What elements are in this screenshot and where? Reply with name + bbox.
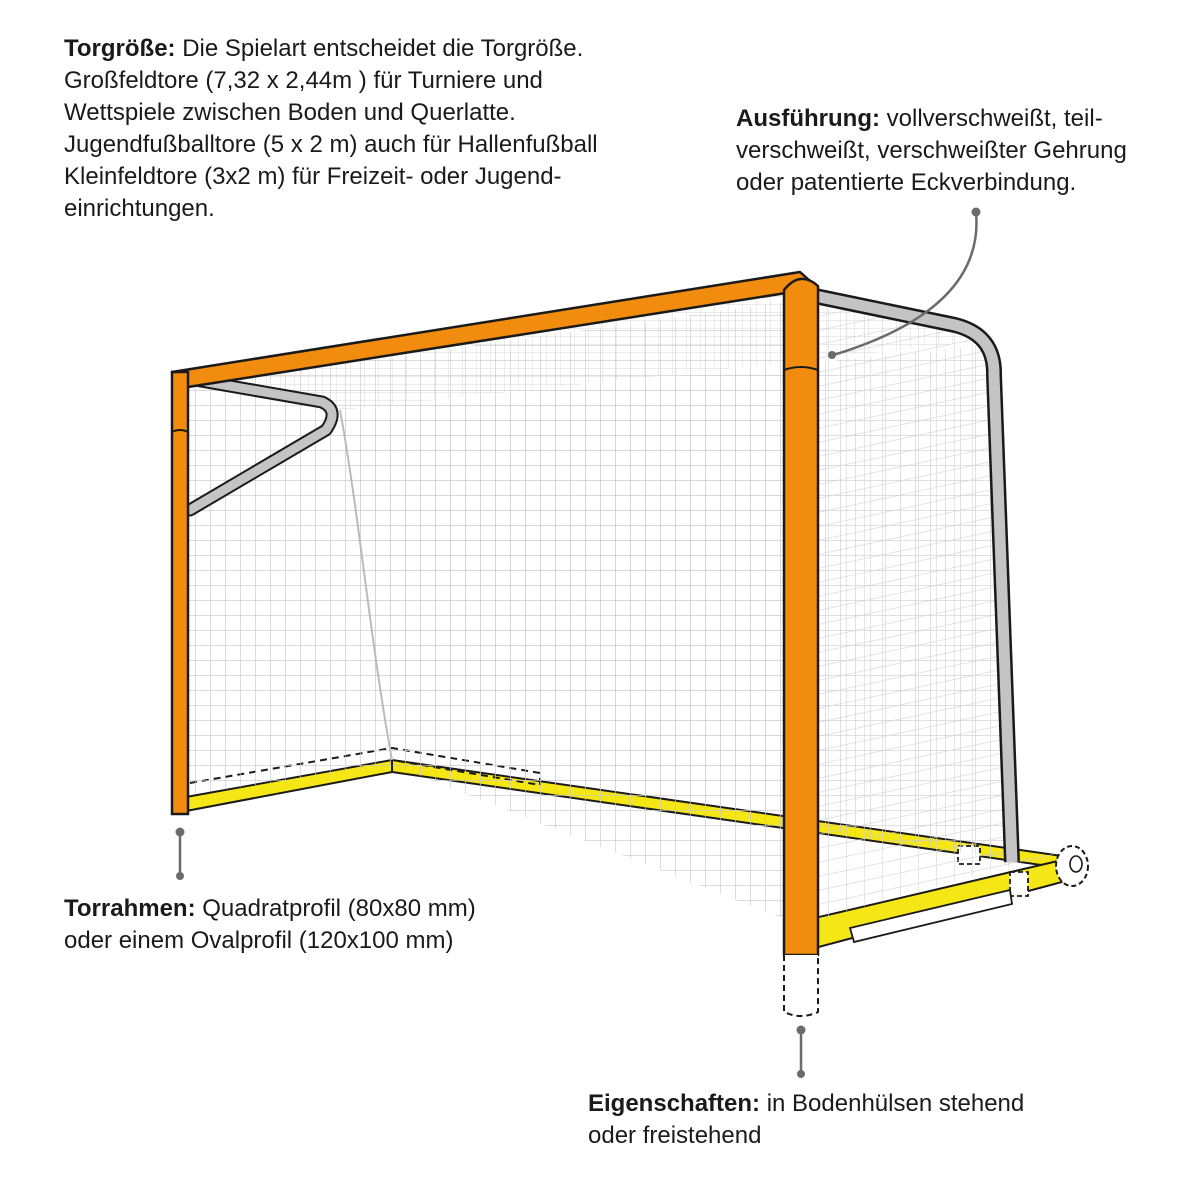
callout-text: in Bodenhülsen stehend oder freistehend: [588, 1090, 1025, 1149]
callout-ausfuehrung: [736, 103, 1166, 199]
callout-text: Die Spielart entscheidet die Torgröße. Großfeldtore (7,32 x 2,44m ) für Turniere und Wettspiele zwischen Boden und Querlatte. Jugendfußballtore (5 x 2 m) auch für Hallenfußball Kleinfeldtore (3x2 m) für Freizeit- oder Jugend- einrichtungen.: [64, 35, 598, 222]
callout-heading: Eigenschaften:: [588, 1090, 761, 1117]
callout-eigenschaften: [588, 1088, 1108, 1152]
callout-heading: Ausführung:: [736, 105, 880, 132]
callout-torgroesse: [64, 33, 684, 225]
callout-torrahmen: [64, 893, 584, 957]
callout-text: Quadratprofil (80x80 mm) oder einem Ovalprofil (120x100 mm): [64, 895, 476, 954]
callout-heading: Torgröße:: [64, 35, 176, 62]
goal-net: [186, 290, 1062, 925]
callout-heading: Torrahmen:: [64, 895, 196, 922]
callout-text: vollverschweißt, teil- verschweißt, verschweißter Gehrung oder patentierte Eckverbindung.: [736, 105, 1127, 196]
